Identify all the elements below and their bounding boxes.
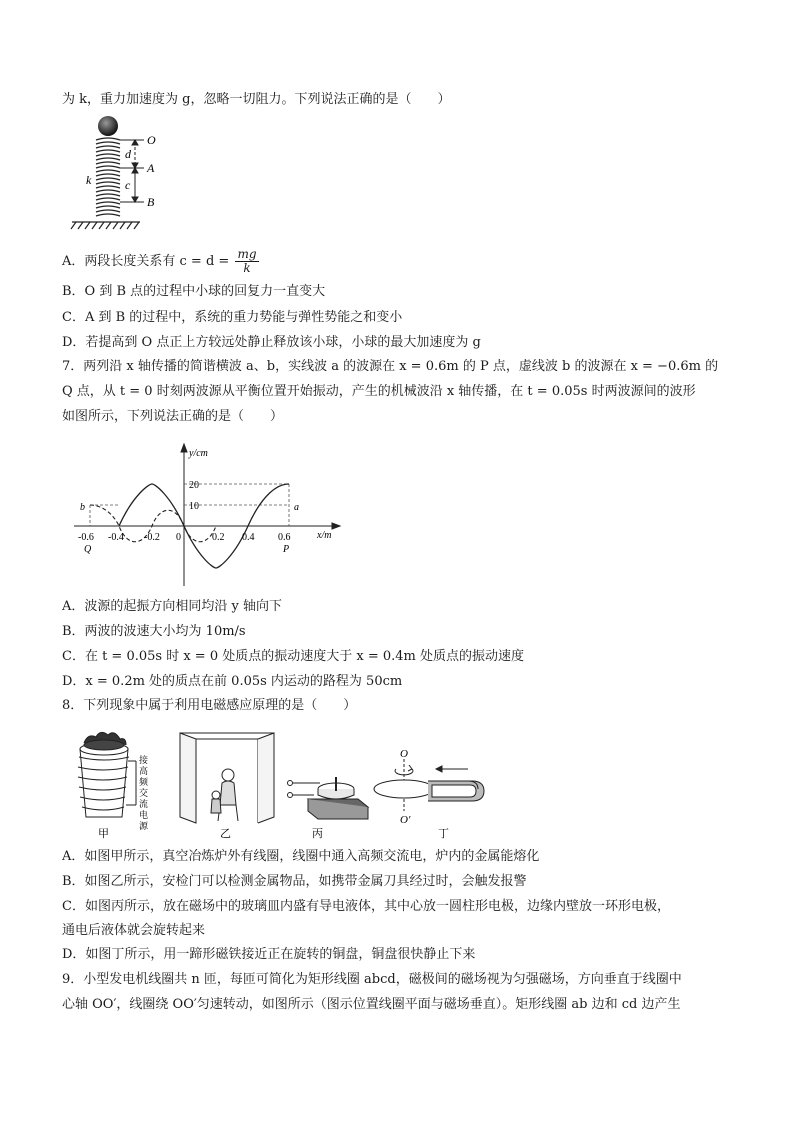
q8-option-a: A．如图甲所示，真空冶炼炉外有线圈，线圈中通入高频交流电，炉内的金属能熔化	[62, 849, 540, 864]
q6-option-b: B．O 到 B 点的过程中小球的回复力一直变大	[62, 284, 326, 299]
q8-option-c-line-1: C．如图丙所示，放在磁场中的玻璃皿内盛有导电液体，其中心放一圆柱形电极，边缘内壁放一环形电极，	[62, 899, 670, 914]
axis-label-o-prime: O′	[400, 814, 411, 826]
q6-intro: 为 k，重力加速度为 g，忽略一切阻力。下列说法正确的是（ ）	[62, 92, 451, 107]
y-tick-20: 20	[189, 480, 199, 491]
q6-option-d: D．若提高到 O 点正上方较远处静止释放该小球，小球的最大加速度为 g	[62, 335, 481, 350]
axes	[74, 444, 340, 586]
q8-option-d: D．如图丁所示，用一蹄形磁铁接近正在旋转的铜盘，铜盘很快静止下来	[62, 947, 476, 962]
furnace-label	[139, 754, 149, 831]
furnace-label-char-6: 电	[139, 810, 149, 820]
axis-label-o: O	[400, 748, 408, 760]
x-tick-neg06: -0.6	[78, 532, 94, 543]
q9-stem-line-1: 9．小型发电机线圈共 n 匝，每匝可简化为矩形线圈 abcd，磁极间的磁场视为匀强磁场，方向垂直于线圈中	[62, 972, 682, 987]
x-tick-06: 0.6	[278, 532, 291, 543]
furnace-label-char-2: 高	[139, 766, 149, 776]
furnace-label-char-3: 频	[139, 777, 149, 787]
furnace-figure	[78, 732, 136, 817]
wave-graph	[70, 440, 350, 590]
q6-option-a	[62, 248, 259, 276]
x-tick-neg02: -0.2	[144, 532, 160, 543]
x-tick-04: 0.4	[242, 532, 255, 543]
q8-option-c-line-2: 通电后液体就会旋转起来	[62, 923, 206, 938]
label-o: O	[147, 133, 156, 147]
label-b: B	[147, 195, 155, 209]
fraction-numerator: mg	[237, 247, 257, 261]
furnace-label-char-5: 流	[139, 799, 149, 809]
q7-option-b: B．两波的波速大小均为 10m/s	[62, 624, 246, 639]
copper-disc-figure	[374, 759, 484, 811]
caption-bing: 丙	[312, 828, 323, 840]
caption-yi: 乙	[220, 828, 231, 840]
q7-option-c: C．在 t = 0.05s 时 x = 0 处质点的振动速度大于 x = 0.4m 处质点的振动速度	[62, 649, 524, 664]
q6-option-a-text: A．两段长度关系有 c = d =	[62, 254, 230, 269]
label-d: d	[125, 147, 131, 161]
wave-b-label: b	[80, 502, 85, 513]
ball	[98, 116, 118, 136]
x-tick-0: 0	[176, 532, 181, 543]
caption-jia: 甲	[98, 828, 109, 840]
y-tick-10: 10	[189, 501, 199, 512]
q7-stem-line-1: 7．两列沿 x 轴传播的简谐横波 a、b，实线波 a 的波源在 x = 0.6m 的 P 点，虚线波 b 的波源在 x = −0.6m 的	[62, 359, 719, 374]
y-axis-label: y/cm	[189, 448, 208, 459]
q7-stem-line-3: 如图所示，下列说法正确的是（ ）	[62, 409, 284, 424]
q7-option-d: D．x = 0.2m 处的质点在前 0.05s 内运动的路程为 50cm	[62, 674, 403, 689]
label-a: A	[147, 161, 155, 175]
q7-stem-line-2: Q 点，从 t = 0 时刻两波源从平衡位置开始振动，产生的机械波沿 x 轴传播，在 t = 0.05s 时两波源间的波形	[62, 384, 696, 399]
point-p: P	[283, 544, 290, 555]
dimension-arrows	[132, 140, 138, 202]
point-q: Q	[84, 544, 92, 555]
caption-ding: 丁	[438, 828, 449, 840]
label-k: k	[86, 173, 92, 187]
security-gate-figure	[180, 733, 274, 823]
ground	[71, 222, 140, 229]
mg-over-k-fraction	[235, 248, 258, 275]
spring-figure	[70, 112, 180, 236]
q8-stem: 8．下列现象中属于利用电磁感应原理的是（ ）	[62, 698, 357, 713]
liquid-dish-figure	[288, 777, 369, 819]
fraction-denominator: k	[243, 261, 251, 275]
level-lines	[120, 140, 144, 202]
spring-coil	[96, 138, 120, 216]
q8-option-b: B．如图乙所示，安检门可以检测金属物品，如携带金属刀具经过时，会触发报警	[62, 874, 527, 889]
x-axis-label: x/m	[317, 530, 332, 541]
label-c: c	[125, 178, 131, 192]
q6-option-c: C．A 到 B 的过程中，系统的重力势能与弹性势能之和变小	[62, 310, 403, 325]
q7-option-a: A．波源的起振方向相同均沿 y 轴向下	[62, 599, 282, 614]
furnace-label-char-1: 接	[139, 755, 149, 765]
induction-figures	[68, 725, 508, 840]
q9-stem-line-2: 心轴 OO′，线圈绕 OO′匀速转动，如图所示（图示位置线圈平面与磁场垂直）。矩形线圈 ab 边和 cd 边产生	[62, 997, 681, 1012]
x-tick-neg04: -0.4	[108, 532, 124, 543]
wave-a-label: a	[294, 502, 299, 513]
furnace-label-char-7: 源	[139, 821, 149, 831]
furnace-label-char-4: 交	[139, 788, 149, 798]
x-tick-02: 0.2	[212, 532, 225, 543]
